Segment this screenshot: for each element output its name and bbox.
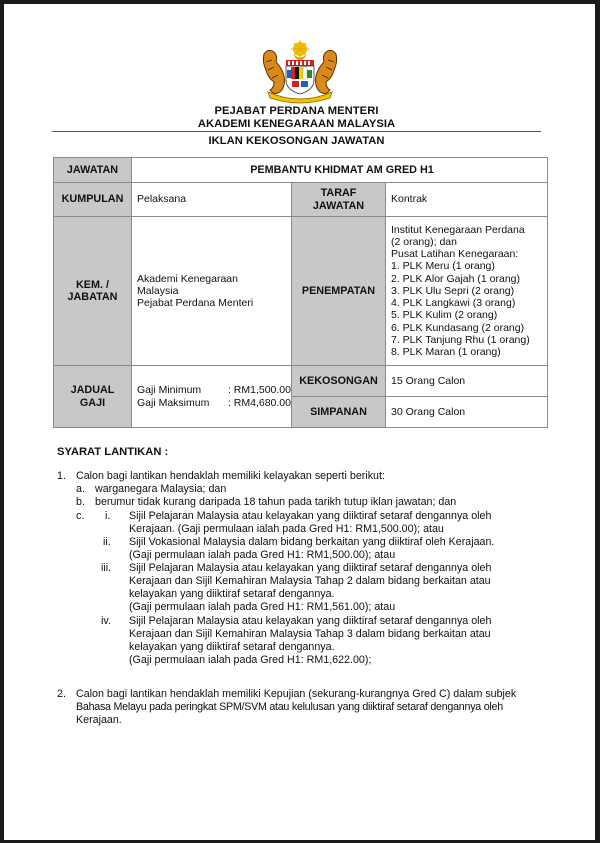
section-title-syarat: SYARAT LANTIKAN : [57,446,169,458]
item-1c-i-line: Sijil Pelajaran Malaysia atau kelayakan yang diiktiraf setaraf dengannya oleh [129,510,492,522]
org-line-1: PEJABAT PERDANA MENTERI [214,105,379,117]
item-1a-text: warganegara Malaysia; dan [95,483,227,495]
coat-of-arms-icon [258,40,342,104]
item-1-text: Calon bagi lantikan hendaklah memiliki kelayakan seperti berikut: [76,470,385,482]
doc-title: IKLAN KEKOSONGAN JAWATAN [208,135,385,147]
item-2-line: Bahasa Melayu pada peringkat SPM/SVM atau kelulusan yang diiktiraf setaraf dengannya oleh [76,701,503,713]
value-taraf-jawatan: Kontrak [386,183,548,217]
item-1c-ii-number: ii. [103,536,111,548]
value-kekosongan: 15 Orang Calon [386,366,548,397]
penempatan-line: 4. PLK Langkawi (3 orang) [391,297,516,310]
item-2-line: Calon bagi lantikan hendaklah memiliki Kepujian (sekurang-kurangnya Gred C) dalam subjek [76,688,517,700]
item-1c-iii-number: iii. [101,562,112,574]
item-1c-ii-line: (Gaji permulaan ialah pada Gred H1: RM1,500.00); atau [129,549,396,561]
item-1c-iv-number: iv. [101,615,111,627]
label-gaji-line1: JADUAL [70,384,115,397]
label-kem-line1: KEM. / [76,278,109,291]
label-gaji-line2: GAJI [79,396,106,409]
item-1c-i-line: Kerajaan. (Gaji permulaan ialah pada Gred H1: RM1,500.00); atau [129,523,444,535]
penempatan-line: 3. PLK Ulu Sepri (2 orang) [391,284,515,297]
value-simpanan: 30 Orang Calon [386,397,548,428]
kem-line: Akademi Kenegaraan [137,272,238,285]
item-1c-iv-line: kelayakan yang diiktiraf setaraf dengannya. [129,641,335,653]
penempatan-line: 1. PLK Meru (1 orang) [391,260,495,273]
value-kem-jabatan [132,217,292,366]
penempatan-line: Pusat Latihan Kenegaraan: [391,248,519,261]
gaji-maksimum [137,397,291,409]
org-line-2: AKADEMI KENEGARAAN MALAYSIA [197,118,396,130]
gaji-minimum [137,384,291,396]
row-gaji-kekosongan [54,366,548,397]
label-simpanan: SIMPANAN [292,397,386,428]
penempatan-line: 8. PLK Maran (1 orang) [391,345,501,358]
label-kumpulan: KUMPULAN [54,183,132,217]
item-1c-ii-line: Sijil Vokasional Malaysia dalam bidang berkaitan yang diiktiraf oleh Kerajaan. [129,536,495,548]
label-jawatan: JAWATAN [54,158,132,183]
item-1a-letter: a. [76,483,85,495]
label-taraf-jawatan [292,183,386,217]
item-1c-iii-line: (Gaji permulaan ialah pada Gred H1: RM1,561.00); atau [129,601,396,613]
document-page [4,4,595,840]
item-1-number: 1. [57,470,66,482]
item-1b-letter: b. [76,496,85,508]
gaji-min-value: : RM1,500.00 [227,384,291,397]
item-1c-iv-line: Sijil Pelajaran Malaysia atau kelayakan yang diiktiraf setaraf dengannya oleh [129,615,492,627]
job-details-table [53,157,548,428]
gaji-max-label: Gaji Maksimum [137,396,210,409]
penempatan-line: Institut Kenegaraan Perdana [391,223,525,236]
label-penempatan: PENEMPATAN [292,217,386,366]
item-1c-letter: c. [76,510,85,522]
value-kumpulan: Pelaksana [132,183,292,217]
label-kem-line2: JABATAN [67,291,118,303]
item-1b-text: berumur tidak kurang daripada 18 tahun pada tarikh tutup iklan jawatan; dan [95,496,457,508]
value-jadual-gaji [132,366,292,428]
penempatan-line: 5. PLK Kulim (2 orang) [391,309,498,322]
label-jadual-gaji [54,366,132,428]
value-jawatan: PEMBANTU KHIDMAT AM GRED H1 [132,158,548,183]
penempatan-line: 7. PLK Tanjung Rhu (1 orang) [391,333,530,346]
label-taraf-line1: TARAF [320,187,357,200]
item-1c-iii-line: Sijil Pelajaran Malaysia atau kelayakan yang diiktiraf setaraf dengannya oleh [129,562,492,574]
header-divider [52,131,541,132]
kem-line: Pejabat Perdana Menteri [137,297,254,310]
label-kem-jabatan [54,217,132,366]
penempatan-line: 6. PLK Kundasang (2 orang) [391,321,525,334]
item-1c-iii-line: kelayakan yang diiktiraf setaraf dengannya. [129,588,335,600]
label-taraf-line2: JAWATAN [312,199,365,212]
penempatan-line: (2 orang); dan [391,236,457,249]
value-penempatan [386,217,548,366]
item-1c-iv-line: Kerajaan dan Sijil Kemahiran Malaysia Tahap 3 dalam bidang berkaitan atau [129,628,491,640]
penempatan-line: 2. PLK Alor Gajah (1 orang) [391,272,520,285]
label-kekosongan: KEKOSONGAN [292,366,386,397]
row-kem-penempatan [54,217,548,366]
row-jawatan [54,158,548,183]
item-2-number: 2. [57,688,66,700]
gaji-max-value: : RM4,680.00 [227,396,291,409]
item-1c-iii-line: Kerajaan dan Sijil Kemahiran Malaysia Tahap 2 dalam bidang berkaitan atau [129,575,491,587]
item-1c-i-number: i. [105,510,111,522]
item-1c-iv-line: (Gaji permulaan ialah pada Gred H1: RM1,622.00); [129,654,372,666]
row-kumpulan [54,183,548,217]
item-2-line: Kerajaan. [76,714,122,726]
kem-line: Malaysia [137,284,179,297]
gaji-min-label: Gaji Minimum [137,384,202,397]
